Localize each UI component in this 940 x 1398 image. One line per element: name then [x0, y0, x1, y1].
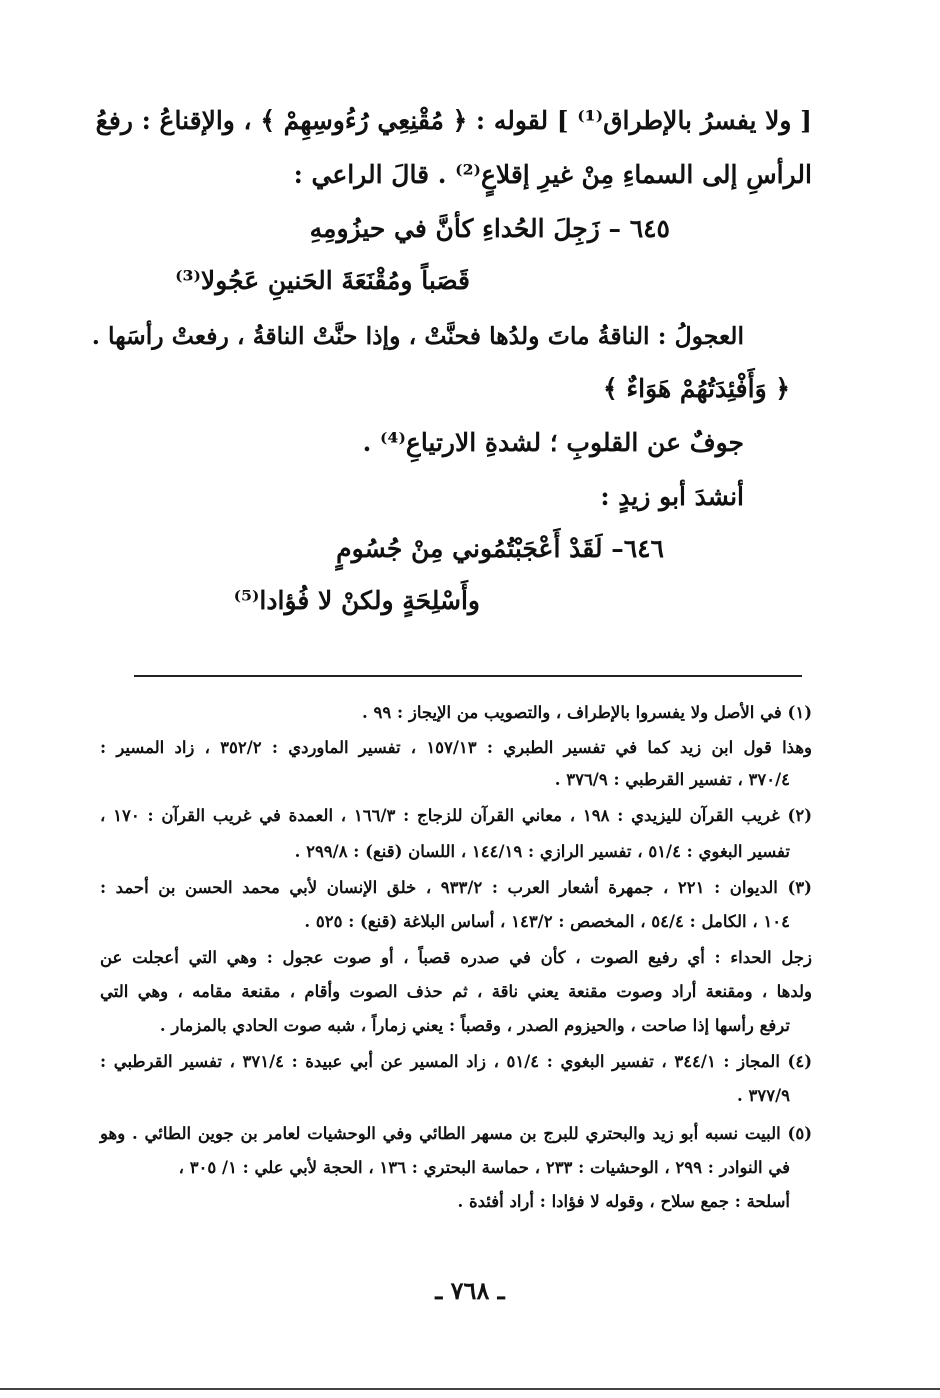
footnote-2-line-2: تفسير البغوي : ٥١/٤ ، تفسير الرازي : ١٤٤/١٩ ، اللسان (قنع) : ٢٩٩/٨ .	[294, 842, 790, 861]
text-line-jawf: جوفٌ عن القلوبِ ؛ لشدةِ الارتياعِ⁽⁴⁾ .	[362, 428, 744, 457]
verse-646-first-hemistich: ٦٤٦– لَقَدْ أَعْجَبْتُمُوني مِنْ جُسُومٍ	[336, 534, 664, 563]
footnote-3-line-2: ١٠٤ ، الكامل : ٥٤/٤ ، المخصص : ١٤٣/٢ ، أساس البلاغة (قنع) : ٥٢٥ .	[304, 912, 790, 931]
text-line-2: الرأسِ إلى السماءِ مِنْ غيرِ إقلاعٍ⁽²⁾ . قالَ الراعي :	[293, 160, 812, 189]
footnote-5-line-3: أسلحة : جمع سلاح ، وقوله لا فؤادا : أراد أفئدة .	[457, 1192, 790, 1211]
footnote-4-line-2: ٣٧٧/٩ .	[737, 1086, 790, 1105]
verse-646-second-hemistich: وأَسْلِحَةٍ ولكنْ لا فُؤادا⁽⁵⁾	[233, 586, 480, 615]
footnote-5-line-1: (٥) البيت نسبه أبو زيد والبحتري للبرج بن مسهر الطائي وفي الوحشيات لعامر بن جوين الطائي . وهو	[100, 1124, 812, 1143]
footnote-3-line-1: (٣) الديوان : ٢٢١ ، جمهرة أشعار العرب : ٩٣٣/٢ ، خلق الإنسان لأبي محمد الحسن بن أحمد :	[100, 878, 812, 897]
footnote-3-line-3: زجل الحداء : أي رفيع الصوت ، كأن في صدره قصباً ، أو صوت عجول : وهي التي أعجلت عن	[100, 948, 812, 967]
text-line-ajul: العجولُ : الناقةُ ماتَ ولدُها فحنَّتْ ، وإذا حنَّتْ الناقةُ ، رفعتْ رأسَها .	[91, 322, 744, 350]
page-number: ـ ٧٦٨ ـ	[435, 1276, 505, 1305]
footnote-3-line-5: ترفع رأسها إذا صاحت ، والحيزوم الصدر ، وقصباً : يعني زماراً ، شبه صوت الحادي بالمزمار .	[159, 1016, 790, 1035]
quran-quote: ﴿ وَأَفْئِدَتُهُمْ هَوَاءٌ ﴾	[603, 374, 790, 403]
footnote-5-line-2: في النوادر : ٢٩٩ ، الوحشيات : ٢٣٣ ، حماسة البحتري : ١٣٦ ، الحجة لأبي علي : ١/ ٣٠٥ ،	[178, 1158, 790, 1177]
verse-645-first-hemistich: ٦٤٥ – زَجِلَ الحُداءِ كأنَّ في حيزُومِهِ	[309, 214, 670, 243]
footnote-separator	[134, 675, 802, 677]
footnote-1-line-3: ٣٧٠/٤ ، تفسير القرطبي : ٣٧٦/٩ .	[554, 770, 790, 789]
text-line-1: [ ولا يفسرُ بالإطراق⁽¹⁾ ] لقوله : ﴿ مُقْنِعِي رُءُوسِهِمْ ﴾ ، والإقناعُ : رفعُ	[95, 106, 812, 135]
footnote-2-line-1: (٢) غريب القرآن لليزيدي : ١٩٨ ، معاني القرآن للزجاج : ١٦٦/٣ ، العمدة في غريب القرآن : ١٧٠ ،	[100, 806, 813, 825]
scan-edge-line	[0, 1388, 940, 1390]
verse-645-second-hemistich: قَصَباً ومُقْنَعَةَ الحَنينِ عَجُولا⁽³⁾	[175, 266, 470, 295]
footnote-3-line-4: ولدها ، ومقنعة أراد وصوت مقنعة يعني ناقة ، ثم حذف الصوت وأقام ، مقنعة مقامه ، وهي التي	[100, 982, 812, 1001]
text-line-anshad: أنشدَ أبو زيدٍ :	[600, 482, 744, 511]
footnote-1-line-2: وهذا قول ابن زيد كما في تفسير الطبري : ١٥٧/١٣ ، تفسير الماوردي : ٣٥٢/٢ ، زاد المسير :	[100, 738, 812, 757]
footnote-1-line-1: (١) في الأصل ولا يفسروا بالإطراف ، والتصويب من الإيجاز : ٩٩ .	[362, 703, 812, 722]
footnote-4-line-1: (٤) المجاز : ٣٤٤/١ ، تفسير البغوي : ٥١/٤ ، زاد المسير عن أبي عبيدة : ٣٧١/٤ ، تفسير القرطبي :	[100, 1052, 813, 1071]
